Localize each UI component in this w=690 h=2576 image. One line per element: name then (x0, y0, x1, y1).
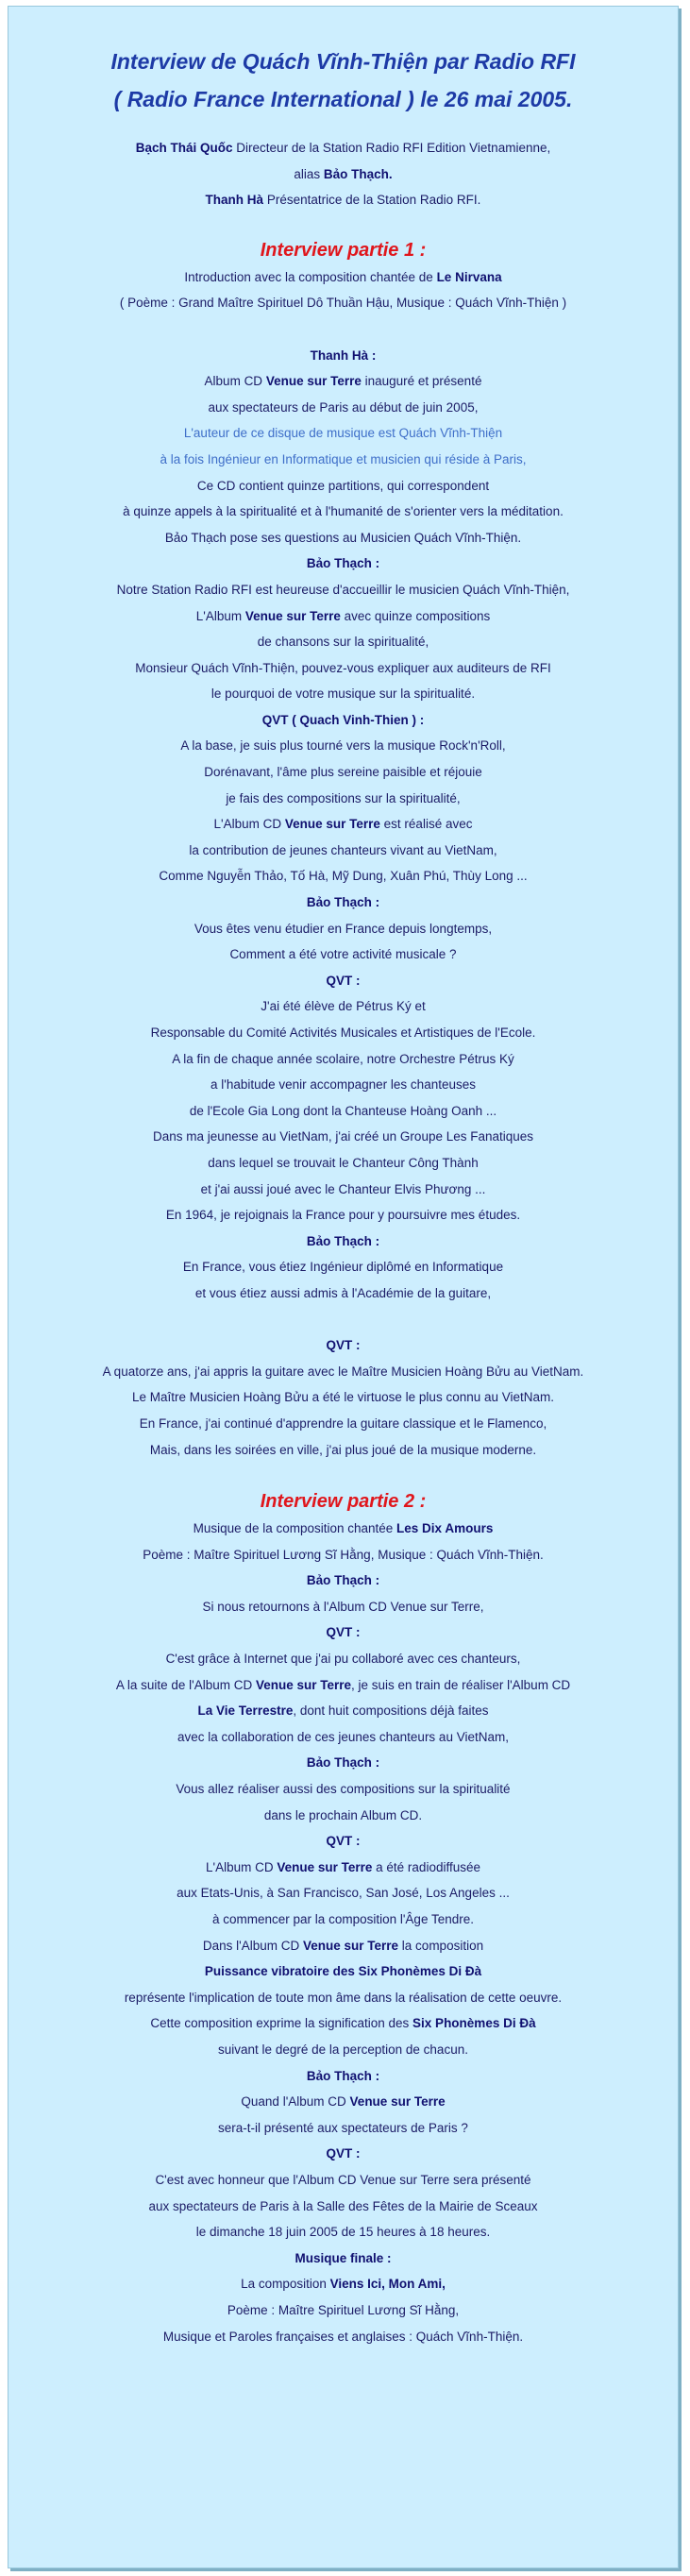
text-line (8, 1803, 678, 1829)
line-text: , je suis en train de réaliser l'Album CD (351, 1677, 571, 1692)
text-line (8, 395, 678, 421)
line-text: En 1964, je rejoignais la France pour y poursuivre mes études. (165, 1208, 521, 1223)
speaker-label (8, 1828, 678, 1855)
emphasis-text: Venue sur Terre (349, 2094, 446, 2110)
line-text: le pourquoi de votre musique sur la spiritualité. (210, 686, 476, 702)
text-line (8, 473, 678, 500)
emphasis-text: Thanh Hà : (310, 347, 377, 363)
text-line (8, 681, 678, 707)
text-line (8, 1724, 678, 1751)
line-text: Vous êtes venu étudier en France depuis longtemps, (194, 921, 493, 936)
emphasis-text: Bảo Thạch : (306, 556, 380, 571)
text-line (8, 187, 678, 213)
line-text: et j'ai aussi joué avec le Chanteur Elvis Phương ... (200, 1181, 486, 1196)
line-text: A la suite de l'Album CD (115, 1677, 256, 1692)
speaker-label (8, 890, 678, 916)
line-text: et vous étiez aussi admis à l'Académie de la guitare, (194, 1285, 492, 1300)
line-text: L'Album CD (213, 817, 285, 832)
line-text: est réalisé avec (379, 817, 473, 832)
line-text: Comment a été votre activité musicale ? (229, 947, 457, 962)
text-line (8, 2089, 678, 2115)
emphasis-text: Bảo Thạch : (306, 895, 380, 910)
text-line (8, 2167, 678, 2194)
text-line (8, 1542, 678, 1568)
line-text: A quatorze ans, j'ai appris la guitare avec le Maître Musicien Hoàng Bửu au VietNam. (102, 1364, 584, 1379)
line-text: alias (294, 166, 324, 181)
line-text: Présentatrice de la Station Radio RFI. (263, 193, 481, 208)
text-line (8, 1594, 678, 1620)
text-line (8, 2194, 678, 2220)
line-text: avec la collaboration de ces jeunes chanteurs au VietNam, (177, 1729, 509, 1744)
interview-content (8, 7, 678, 2349)
emphasis-text: Le Nirvana (436, 269, 502, 284)
emphasis-text: Bảo Thạch : (306, 2068, 380, 2083)
text-line (8, 629, 678, 655)
blank-line (8, 1307, 678, 1333)
emphasis-text: Viens Ici, Mon Ami, (329, 2277, 446, 2292)
line-text: de l'Ecole Gia Long dont la Chanteuse Hoàng Oanh ... (189, 1103, 497, 1118)
line-text: la composition (398, 1938, 484, 1953)
line-text: Notre Station Radio RFI est heureuse d'accueillir le musicien Quách Vĩnh-Thiện, (116, 582, 570, 597)
line-text: Poème : Maître Spirituel Lương Sĩ Hằng, Musique : Quách Vĩnh-Thiện. (143, 1547, 544, 1562)
text-line (8, 1359, 678, 1385)
line-text: Dans l'Album CD (202, 1938, 303, 1953)
text-line (8, 2324, 678, 2350)
line-text: Si nous retournons à l'Album CD Venue sur Terre, (202, 1599, 484, 1614)
emphasis-text: QVT : (326, 973, 361, 988)
text-line (8, 290, 678, 316)
speaker-label (8, 707, 678, 734)
text-line (8, 2010, 678, 2037)
text-line (8, 1698, 678, 1724)
line-text: Directeur de la Station Radio RFI Edition Vietnamienne, (232, 141, 551, 155)
text-line (8, 1098, 678, 1125)
text-line (8, 2037, 678, 2063)
text-line (8, 2219, 678, 2246)
title-line-1: Interview de Quách Vĩnh-Thiện par Radio RFI (110, 49, 576, 74)
text-line (8, 1020, 678, 1046)
line-text: à la fois Ingénieur en Informatique et musicien qui réside à Paris, (160, 451, 527, 466)
line-text: Cette composition exprime la signification des (150, 2016, 413, 2031)
line-text: je fais des compositions sur la spiritualité, (226, 790, 461, 805)
line-text: Monsieur Quách Vĩnh-Thiện, pouvez-vous expliquer aux auditeurs de RFI (135, 660, 551, 675)
text-line (8, 368, 678, 395)
intro-section (8, 135, 678, 213)
line-text: Vous allez réaliser aussi des compositions sur la spiritualité (176, 1782, 511, 1797)
text-line (8, 759, 678, 786)
text-line (8, 1150, 678, 1177)
emphasis-text: Venue sur Terre (303, 1938, 399, 1953)
text-line (8, 1880, 678, 1907)
line-text: Musique et Paroles françaises et anglaises : Quách Vĩnh-Thiện. (162, 2329, 524, 2344)
line-text: Album CD (204, 374, 266, 389)
line-text: A la fin de chaque année scolaire, notre Orchestre Pétrus Ký (172, 1051, 514, 1066)
text-line (8, 135, 678, 161)
text-line (8, 1933, 678, 1959)
line-text: , dont huit compositions déjà faites (293, 1703, 489, 1719)
text-line (8, 941, 678, 968)
line-text: a l'habitude venir accompagner les chanteuses (210, 1077, 476, 1093)
line-text: En France, j'ai continué d'apprendre la guitare classique et le Flamenco, (139, 1415, 547, 1431)
line-text: C'est avec honneur que l'Album CD Venue sur Terre sera présenté (155, 2172, 531, 2187)
text-line (8, 447, 678, 473)
line-text: à quinze appels à la spiritualité et à l'humanité de s'orienter vers la méditation. (123, 504, 564, 519)
line-text: a été radiodiffusée (372, 1859, 480, 1874)
emphasis-text: Venue sur Terre (277, 1859, 373, 1874)
line-text: L'Album (195, 608, 245, 623)
text-line (8, 1411, 678, 1437)
interview-part-1 (8, 264, 678, 1463)
speaker-label (8, 1619, 678, 1646)
line-text: Responsable du Comité Activités Musicales et Artistiques de l'Ecole. (150, 1025, 536, 1040)
line-text: sera-t-il présenté aux spectateurs de Paris ? (218, 2120, 468, 2135)
emphasis-text: Six Phonèmes Di Đà (412, 2016, 536, 2031)
title-line-2: ( Radio France International ) le 26 mai 2005. (113, 87, 573, 111)
text-line (8, 655, 678, 682)
line-text: La composition (241, 2277, 330, 2292)
text-line (8, 733, 678, 759)
emphasis-text: Venue sur Terre (265, 374, 362, 389)
emphasis-text: QVT ( Quach Vinh-Thien ) : (261, 712, 425, 727)
line-text: Introduction avec la composition chantée de (184, 269, 437, 284)
emphasis-text: Venue sur Terre (244, 608, 341, 623)
page-title (8, 42, 678, 118)
line-text: Bảo Thạch pose ses questions au Musicien Quách Vĩnh-Thiện. (164, 530, 522, 545)
line-text: avec quinze compositions (340, 608, 491, 623)
line-text: de chansons sur la spiritualité, (257, 635, 429, 650)
emphasis-text: La Vie Terrestre (197, 1703, 294, 1719)
text-line (8, 786, 678, 812)
line-text: représente l'implication de toute mon âme dans la réalisation de cette oeuvre. (124, 1990, 563, 2005)
text-line (8, 1046, 678, 1073)
text-line (8, 577, 678, 603)
emphasis-text: Bảo Thạch. (323, 166, 393, 181)
line-text: ( Poème : Grand Maître Spirituel Dô Thuần Hậu, Musique : Quách Vĩnh-Thiện ) (119, 296, 567, 311)
text-line (8, 1202, 678, 1229)
text-line (8, 1177, 678, 1203)
emphasis-text: QVT : (326, 1834, 361, 1849)
line-text: à commencer par la composition l'Âge Tendre. (212, 1912, 474, 1926)
text-line (8, 1672, 678, 1699)
text-line (8, 1646, 678, 1672)
text-line (8, 838, 678, 864)
text-line (8, 1855, 678, 1881)
emphasis-text: QVT : (326, 2146, 361, 2161)
section-heading-part-2: Interview partie 2 : (260, 1491, 427, 1513)
line-text: C'est grâce à Internet que j'ai pu collaboré avec ces chanteurs, (165, 1652, 521, 1667)
line-text: dans lequel se trouvait le Chanteur Công Thành (208, 1155, 479, 1170)
emphasis-text: Venue sur Terre (284, 817, 380, 832)
speaker-label (8, 2141, 678, 2167)
emphasis-text: Musique finale : (295, 2250, 392, 2265)
line-text: Mais, dans les soirées en ville, j'ai plus joué de la musique moderne. (149, 1442, 537, 1457)
line-text: suivant le degré de la perception de chacun. (218, 2042, 468, 2057)
emphasis-text: Bạch Thái Quốc (135, 141, 233, 155)
text-line (8, 161, 678, 188)
line-text: Le Maître Musicien Hoàng Bửu a été le virtuose le plus connu au VietNam. (131, 1390, 555, 1405)
speaker-label (8, 2063, 678, 2090)
text-line (8, 1958, 678, 1985)
emphasis-text: Bảo Thạch : (306, 1233, 380, 1248)
line-text: Comme Nguyễn Thảo, Tố Hà, Mỹ Dung, Xuân Phú, Thùy Long ... (159, 869, 528, 884)
line-text: En France, vous étiez Ingénieur diplômé en Informatique (182, 1260, 504, 1275)
text-line (8, 264, 678, 291)
line-text: le dimanche 18 juin 2005 de 15 heures à 18 heures. (195, 2225, 491, 2240)
line-text: aux spectateurs de Paris au début de juin 2005, (208, 399, 479, 415)
text-line (8, 811, 678, 838)
text-frame (8, 6, 679, 2568)
text-line (8, 916, 678, 942)
text-line (8, 499, 678, 525)
line-text: inauguré et présenté (361, 374, 482, 389)
line-text: Musique de la composition chantée (193, 1521, 397, 1536)
emphasis-text: Bảo Thạch : (306, 1755, 380, 1771)
text-line (8, 420, 678, 447)
section-heading-part-1: Interview partie 1 : (260, 239, 427, 261)
line-text: L'Album CD (206, 1859, 278, 1874)
text-line (8, 1907, 678, 1933)
text-line (8, 1985, 678, 2011)
line-text: aux spectateurs de Paris à la Salle des Fêtes de la Mairie de Sceaux (148, 2198, 538, 2213)
line-text: Dans ma jeunesse au VietNam, j'ai créé un Groupe Les Fanatiques (152, 1129, 534, 1144)
line-text: aux Etats-Unis, à San Francisco, San José, Los Angeles ... (177, 1886, 510, 1901)
text-line (8, 2115, 678, 2142)
line-text: dans le prochain Album CD. (263, 1807, 423, 1822)
line-text: Ce CD contient quinze partitions, qui correspondent (196, 478, 490, 493)
text-line (8, 1072, 678, 1098)
speaker-label (8, 343, 678, 369)
speaker-label (8, 1332, 678, 1359)
text-line (8, 525, 678, 551)
text-line (8, 863, 678, 890)
emphasis-text: Thanh Hà (205, 193, 264, 208)
text-line (8, 1776, 678, 1803)
text-line (8, 603, 678, 630)
text-line (8, 2297, 678, 2324)
speaker-label (8, 1750, 678, 1776)
speaker-label (8, 1568, 678, 1594)
line-text: Poème : Maître Spirituel Lương Sĩ Hằng, (227, 2302, 460, 2317)
line-text: la contribution de jeunes chanteurs vivant au VietNam, (189, 842, 497, 857)
text-line (8, 1437, 678, 1464)
text-line (8, 993, 678, 1020)
text-line (8, 1280, 678, 1307)
emphasis-text: Puissance vibratoire des Six Phonèmes Di Đà (204, 1964, 482, 1979)
line-text: J'ai été élève de Pétrus Ký et (261, 999, 426, 1014)
speaker-label (8, 1229, 678, 1255)
line-text: L'auteur de ce disque de musique est Quách Vĩnh-Thiện (183, 426, 503, 441)
text-line (8, 1384, 678, 1411)
emphasis-text: QVT : (326, 1625, 361, 1640)
line-text: A la base, je suis plus tourné vers la musique Rock'n'Roll, (180, 738, 506, 754)
speaker-label (8, 2246, 678, 2272)
blank-line (8, 316, 678, 343)
text-line (8, 1254, 678, 1280)
text-line (8, 1124, 678, 1150)
line-text: Dorénavant, l'âme plus sereine paisible et réjouie (204, 765, 482, 780)
speaker-label (8, 551, 678, 577)
text-line (8, 1516, 678, 1542)
emphasis-text: QVT : (326, 1338, 361, 1353)
interview-part-2 (8, 1516, 678, 2349)
emphasis-text: Venue sur Terre (255, 1677, 352, 1692)
speaker-label (8, 968, 678, 994)
line-text: Quand l'Album CD (241, 2094, 350, 2110)
emphasis-text: Les Dix Amours (396, 1521, 494, 1536)
emphasis-text: Bảo Thạch : (306, 1573, 380, 1588)
text-line (8, 2271, 678, 2297)
